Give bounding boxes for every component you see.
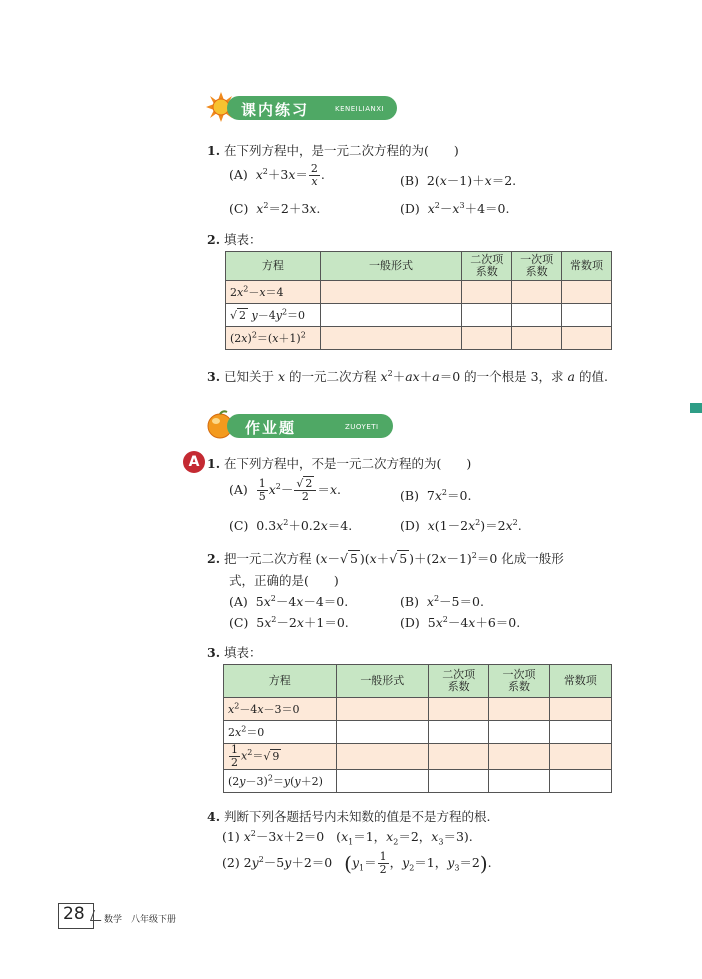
book-title: 数学 八年级下册 <box>104 915 177 925</box>
table-header: 常数项 <box>549 665 611 698</box>
table-row: √ 2 $y-4y^2=0$ <box>226 304 612 327</box>
fill-table-2 <box>223 664 612 793</box>
chapter-tab <box>690 403 702 413</box>
option-d: (D) $5x^2-4x+6=0$. <box>400 614 521 630</box>
table-header: 二次项 系数 <box>429 665 489 698</box>
table-header: 一次项 系数 <box>512 252 562 281</box>
section-banner-homework <box>205 410 393 440</box>
section-banner-practice <box>205 92 397 122</box>
page-number: 28 <box>63 904 85 924</box>
table-row: $x^2-4x-3=0$ <box>224 698 612 721</box>
table-header: 方程 <box>224 665 337 698</box>
table-header: 一般形式 <box>336 665 428 698</box>
table-row: $2x^2=0$ <box>224 721 612 744</box>
question-3: 3. 已知关于 x 的一元二次方程 $x^2+ax+a=0$ 的一个根是 3，求 a 的值. <box>207 368 608 384</box>
option-c: (C) $5x^2-2x+1=0$. <box>229 614 349 630</box>
option-d: (D) $x(1-2x^2)=2x^2$. <box>400 517 522 533</box>
section-title: 作业题 <box>245 419 297 437</box>
question-2: 2. 填表： <box>207 232 262 247</box>
option-d: (D) $x^2-x^3+4=0$. <box>400 200 510 216</box>
table-header: 二次项 系数 <box>462 252 512 281</box>
question-3: 3. 填表： <box>207 645 262 660</box>
table-row: $(2x)^2=(x+1)^2$ <box>226 327 612 350</box>
option-b: (B) $7x^2=0$. <box>400 487 472 503</box>
option-b: (B) $x^2-5=0$. <box>400 593 484 609</box>
option-c: (C) $0.3x^2+0.2x=4$. <box>229 517 353 533</box>
question-2-cont: 式，正确的是( ) <box>229 573 339 588</box>
table-header: 一般形式 <box>320 252 462 281</box>
option-a: (A) $x^2+3x=$ $\frac{2}{x}$ . <box>229 162 325 188</box>
table-header: 一次项 系数 <box>489 665 549 698</box>
option-a: (A) $5x^2-4x-4=0$. <box>229 593 349 609</box>
section-title: 课内练习 <box>241 101 310 119</box>
option-a: (A) $\frac{1}{5}$ $x^2-$ $\frac{√ 2}{2}$ ＝x. <box>229 477 341 503</box>
level-a-badge: A <box>183 451 205 473</box>
question-4: 4. 判断下列各题括号内未知数的值是不是方程的根. <box>207 809 491 824</box>
question-1: 1. 在下列方程中，是一元二次方程的为( ) <box>207 143 459 158</box>
option-b: (B) 2(x－1)＋x＝2. <box>400 173 517 188</box>
sub-question-2: (2) $2y^2-5y+2=0$ ($y_1=$ $\frac{1}{2}$ ，$y_2=1$，$y_3=2$). <box>222 850 492 876</box>
page-number-box <box>58 903 94 929</box>
table-header: 方程 <box>226 252 321 281</box>
option-c: (C) $x^2=2+3x$. <box>229 200 321 216</box>
question-1: 1. 在下列方程中，不是一元二次方程的为( ) <box>207 456 472 471</box>
section-subtitle: KENEILIANXI <box>335 105 385 113</box>
table-row: $(2y-3)^2=y(y+2)$ <box>224 770 612 793</box>
footer-divider <box>90 910 105 921</box>
table-row: $\frac{1}{2}$ $x^2=√$ 9 <box>224 744 612 770</box>
table-header: 常数项 <box>562 252 612 281</box>
section-subtitle: ZUOYETI <box>345 423 379 431</box>
fill-table-1 <box>225 251 612 350</box>
sub-question-1: (1) $x^2-3x+2=0$ ($x_1=1$，$x_2=2$，$x_3=3$). <box>222 828 473 847</box>
question-2: 2. 把一元二次方程 (x－√ 5 )(x＋√ 5 )$+(2x-1)^2=0$ 化成一般形 <box>207 550 564 566</box>
table-row: $2x^2-x=4$ <box>226 281 612 304</box>
